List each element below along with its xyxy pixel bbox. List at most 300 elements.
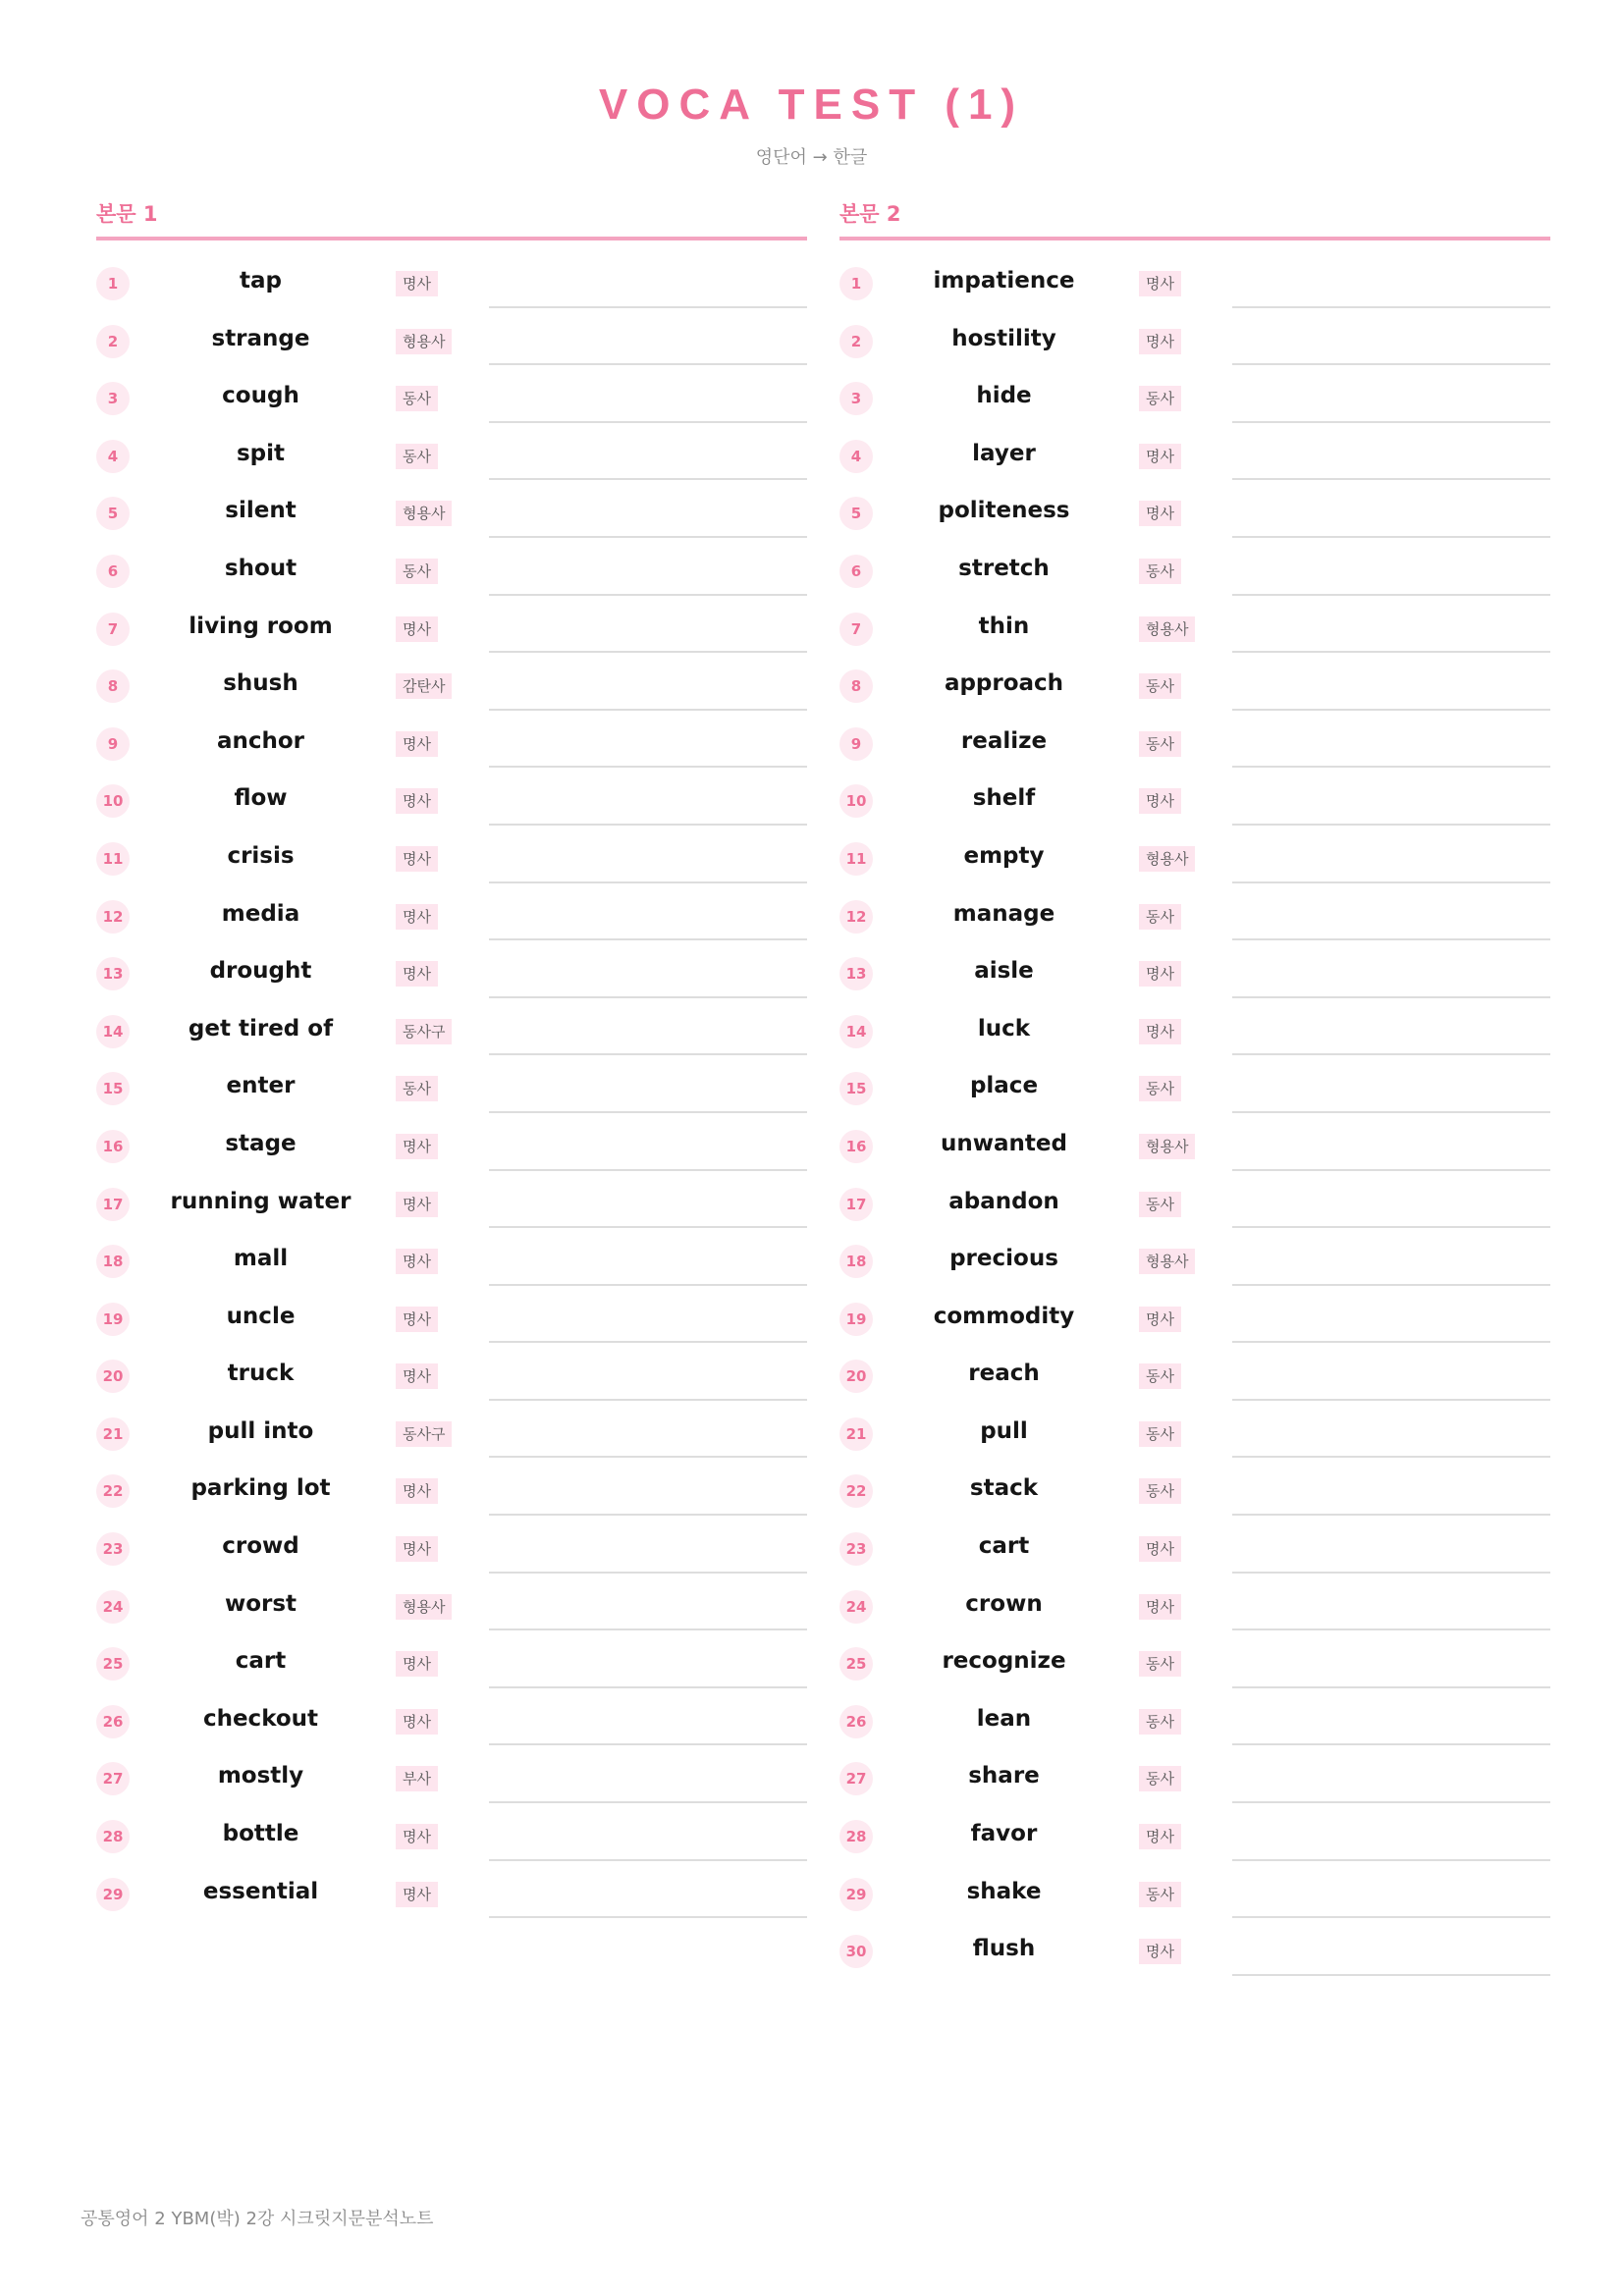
answer-line[interactable] [1232,768,1550,826]
part-of-speech-badge: 동사구 [396,1421,452,1447]
answer-line[interactable] [1232,1861,1550,1919]
vocab-word: crown [965,1590,1043,1617]
vocab-row [839,1918,1550,1976]
item-number: 5 [839,497,873,530]
answer-line[interactable] [489,596,807,654]
part-of-speech-badge: 명사 [1139,1307,1181,1332]
vocab-row [839,1574,1550,1631]
vocab-word: flush [972,1936,1036,1962]
vocab-row [96,480,807,538]
part-of-speech-badge: 명사 [396,1882,438,1907]
part-of-speech-badge: 명사 [1139,1594,1181,1620]
part-of-speech-badge: 명사 [396,788,438,814]
vocab-row [96,1171,807,1229]
item-number: 17 [96,1188,130,1221]
answer-line[interactable] [1232,1401,1550,1459]
part-of-speech-badge: 명사 [396,271,438,296]
vocab-word: mostly [217,1763,304,1789]
item-number: 29 [839,1878,873,1911]
vocab-row [839,1343,1550,1401]
vocab-word: lean [976,1705,1032,1732]
answer-line[interactable] [489,538,807,596]
answer-line[interactable] [1232,1228,1550,1286]
answer-line[interactable] [489,250,807,308]
vocab-row [96,1574,807,1631]
footer-text: 공통영어 2 YBM(박) 2강 시크릿지문분석노트 [81,2209,434,2229]
answer-line[interactable] [489,1055,807,1113]
part-of-speech-badge: 명사 [1139,961,1181,987]
vocab-row [96,653,807,711]
answer-line[interactable] [489,480,807,538]
vocab-word: uncle [226,1303,296,1329]
vocab-row [96,423,807,481]
item-number: 25 [839,1647,873,1681]
vocab-word: tap [240,268,282,294]
vocab-word: empty [963,842,1045,869]
vocab-word: approach [944,670,1064,697]
vocab-row [839,1171,1550,1229]
vocab-row [96,365,807,423]
vocab-row [839,1688,1550,1746]
item-number: 26 [839,1705,873,1738]
part-of-speech-badge: 동사 [1139,904,1181,930]
part-of-speech-badge: 형용사 [1139,1249,1195,1274]
part-of-speech-badge: 명사 [1139,501,1181,526]
part-of-speech-badge: 동사구 [396,1019,452,1044]
item-number: 16 [96,1130,130,1163]
item-number: 29 [96,1878,130,1911]
answer-line[interactable] [1232,1918,1550,1976]
vocab-word: shake [966,1878,1042,1904]
vocab-row [96,1630,807,1688]
item-number: 15 [839,1072,873,1105]
item-number: 10 [96,784,130,818]
vocab-row [96,768,807,826]
part-of-speech-badge: 동사 [1139,1709,1181,1735]
part-of-speech-badge: 명사 [396,846,438,872]
item-number: 3 [839,382,873,415]
vocab-word: manage [952,900,1055,927]
part-of-speech-badge: 동사 [396,1076,438,1101]
vocab-word: realize [960,727,1048,754]
answer-line[interactable] [1232,596,1550,654]
item-number: 22 [96,1474,130,1508]
part-of-speech-badge: 명사 [1139,329,1181,354]
part-of-speech-badge: 동사 [1139,1363,1181,1389]
vocab-word: stack [969,1475,1039,1502]
item-number: 20 [839,1360,873,1393]
item-number: 9 [839,727,873,761]
section-1 [96,199,807,1918]
item-number: 27 [96,1762,130,1795]
item-number: 13 [96,957,130,990]
item-number: 21 [96,1417,130,1451]
item-number: 9 [96,727,130,761]
vocab-word: reach [968,1361,1040,1387]
vocab-word: silent [225,498,297,524]
answer-line[interactable] [489,1688,807,1746]
answer-line[interactable] [489,940,807,998]
vocab-row [839,998,1550,1056]
part-of-speech-badge: 명사 [396,1307,438,1332]
item-number: 11 [96,842,130,876]
part-of-speech-badge: 동사 [1139,1421,1181,1447]
page-subtitle: 영단어 → 한글 [755,147,868,168]
part-of-speech-badge: 명사 [396,1134,438,1159]
answer-line[interactable] [1232,250,1550,308]
part-of-speech-badge: 동사 [1139,1766,1181,1791]
part-of-speech-badge: 명사 [1139,1939,1181,1964]
item-number: 24 [96,1590,130,1624]
part-of-speech-badge: 명사 [396,1192,438,1217]
vocab-word: get tired of [188,1015,334,1041]
item-number: 13 [839,957,873,990]
answer-line[interactable] [1232,711,1550,769]
item-number: 22 [839,1474,873,1508]
word-list [96,250,807,1918]
vocab-row [96,1055,807,1113]
vocab-word: shout [224,555,298,581]
vocab-word: stretch [958,555,1050,581]
answer-line[interactable] [1232,1286,1550,1344]
answer-line[interactable] [489,826,807,883]
answer-line[interactable] [1232,308,1550,366]
part-of-speech-badge: 명사 [396,616,438,642]
vocab-word: layer [972,440,1036,466]
item-number: 11 [839,842,873,876]
vocab-row [96,711,807,769]
vocab-word: thin [978,613,1030,639]
vocab-word: cough [222,383,299,409]
section-header: 본문 2 [839,199,1550,240]
vocab-row [839,653,1550,711]
answer-line[interactable] [489,1113,807,1171]
item-number: 24 [839,1590,873,1624]
vocab-row [96,308,807,366]
vocab-row [96,596,807,654]
vocab-word: politeness [938,498,1070,524]
part-of-speech-badge: 동사 [1139,1478,1181,1504]
part-of-speech-badge: 동사 [1139,731,1181,757]
answer-line[interactable] [1232,365,1550,423]
answer-line[interactable] [489,883,807,941]
part-of-speech-badge: 명사 [1139,788,1181,814]
part-of-speech-badge: 부사 [396,1766,438,1791]
answer-line[interactable] [489,1286,807,1344]
vocab-row [839,1401,1550,1459]
part-of-speech-badge: 감탄사 [396,673,452,699]
vocab-row [839,1516,1550,1574]
vocab-word: precious [949,1246,1058,1272]
item-number: 1 [96,267,130,300]
vocab-row [839,1055,1550,1113]
part-of-speech-badge: 명사 [396,1363,438,1389]
vocab-word: crisis [227,842,295,869]
vocab-row [839,1745,1550,1803]
vocab-word: parking lot [190,1475,331,1502]
vocab-row [96,1745,807,1803]
item-number: 2 [839,325,873,358]
vocab-word: luck [977,1015,1031,1041]
vocab-word: crowd [222,1533,299,1560]
part-of-speech-badge: 명사 [396,1536,438,1562]
part-of-speech-badge: 형용사 [396,501,452,526]
vocab-row [839,1803,1550,1861]
vocab-row [96,250,807,308]
item-number: 6 [96,555,130,588]
vocab-word: pull [980,1417,1028,1444]
item-number: 27 [839,1762,873,1795]
item-number: 19 [96,1303,130,1336]
part-of-speech-badge: 명사 [1139,1019,1181,1044]
item-number: 2 [96,325,130,358]
vocab-word: enter [226,1073,296,1099]
vocab-word: hide [976,383,1032,409]
vocab-word: shelf [972,785,1036,812]
part-of-speech-badge: 명사 [1139,271,1181,296]
vocab-word: abandon [948,1188,1059,1214]
vocab-word: share [968,1763,1040,1789]
answer-line[interactable] [1232,1688,1550,1746]
vocab-row [96,1343,807,1401]
answer-line[interactable] [1232,1630,1550,1688]
item-number: 26 [96,1705,130,1738]
part-of-speech-badge: 동사 [1139,559,1181,584]
part-of-speech-badge: 동사 [1139,673,1181,699]
vocab-word: media [221,900,300,927]
answer-line[interactable] [1232,1516,1550,1574]
item-number: 12 [96,900,130,934]
answer-line[interactable] [489,423,807,481]
vocab-word: running water [170,1188,352,1214]
item-number: 30 [839,1935,873,1968]
answer-line[interactable] [1232,1458,1550,1516]
answer-line[interactable] [1232,1343,1550,1401]
answer-line[interactable] [489,1401,807,1459]
part-of-speech-badge: 동사 [1139,1192,1181,1217]
vocab-word: commodity [933,1303,1075,1329]
item-number: 4 [839,440,873,473]
section-2 [839,199,1550,1976]
vocab-row [839,423,1550,481]
part-of-speech-badge: 명사 [396,961,438,987]
vocab-word: drought [209,958,312,985]
vocab-word: aisle [974,958,1034,985]
vocab-word: shush [223,670,298,697]
part-of-speech-badge: 동사 [396,559,438,584]
answer-line[interactable] [1232,1055,1550,1113]
item-number: 14 [96,1015,130,1048]
item-number: 14 [839,1015,873,1048]
answer-line[interactable] [489,998,807,1056]
vocab-word: spit [236,440,286,466]
part-of-speech-badge: 명사 [396,1824,438,1849]
vocab-word: essential [202,1878,319,1904]
part-of-speech-badge: 동사 [396,386,438,411]
answer-line[interactable] [1232,826,1550,883]
part-of-speech-badge: 동사 [1139,1651,1181,1677]
vocab-row [839,826,1550,883]
item-number: 6 [839,555,873,588]
part-of-speech-badge: 명사 [396,904,438,930]
part-of-speech-badge: 형용사 [1139,846,1195,872]
item-number: 25 [96,1647,130,1681]
part-of-speech-badge: 명사 [1139,444,1181,469]
item-number: 23 [96,1532,130,1566]
part-of-speech-badge: 명사 [396,1651,438,1677]
vocab-row [96,1458,807,1516]
vocab-row [96,1401,807,1459]
vocab-row [839,711,1550,769]
answer-line[interactable] [1232,423,1550,481]
part-of-speech-badge: 형용사 [1139,616,1195,642]
part-of-speech-badge: 명사 [396,1709,438,1735]
vocab-word: stage [225,1130,297,1156]
vocab-word: hostility [951,325,1056,351]
item-number: 17 [839,1188,873,1221]
part-of-speech-badge: 명사 [396,731,438,757]
part-of-speech-badge: 형용사 [396,329,452,354]
item-number: 16 [839,1130,873,1163]
part-of-speech-badge: 동사 [1139,1076,1181,1101]
vocab-row [839,1286,1550,1344]
answer-line[interactable] [1232,538,1550,596]
answer-line[interactable] [489,1861,807,1919]
vocab-row [839,1113,1550,1171]
part-of-speech-badge: 동사 [1139,386,1181,411]
answer-line[interactable] [489,1803,807,1861]
item-number: 18 [839,1245,873,1278]
vocab-word: unwanted [941,1130,1067,1156]
item-number: 28 [839,1820,873,1853]
vocab-row [839,308,1550,366]
vocab-row [96,1516,807,1574]
word-list [839,250,1550,1976]
item-number: 15 [96,1072,130,1105]
vocab-row [96,1861,807,1919]
vocab-word: pull into [207,1417,314,1444]
item-number: 7 [96,613,130,646]
item-number: 8 [839,669,873,703]
answer-line[interactable] [489,1228,807,1286]
section-header: 본문 1 [96,199,807,240]
vocab-row [839,1228,1550,1286]
page-title: VOCA TEST (1) [598,80,1025,129]
answer-line[interactable] [1232,940,1550,998]
item-number: 10 [839,784,873,818]
vocab-word: living room [189,613,333,639]
answer-line[interactable] [489,1516,807,1574]
vocab-word: anchor [216,727,305,754]
vocab-row [96,940,807,998]
item-number: 7 [839,613,873,646]
vocab-word: cart [978,1533,1030,1560]
answer-line[interactable] [489,653,807,711]
answer-line[interactable] [489,1458,807,1516]
answer-line[interactable] [1232,1745,1550,1803]
item-number: 18 [96,1245,130,1278]
answer-line[interactable] [1232,653,1550,711]
vocab-row [96,998,807,1056]
answer-line[interactable] [489,308,807,366]
vocab-word: recognize [942,1648,1066,1675]
answer-line[interactable] [489,365,807,423]
answer-line[interactable] [1232,480,1550,538]
answer-line[interactable] [1232,1113,1550,1171]
answer-line[interactable] [1232,1171,1550,1229]
vocab-row [839,1458,1550,1516]
item-number: 21 [839,1417,873,1451]
item-number: 28 [96,1820,130,1853]
part-of-speech-badge: 명사 [396,1478,438,1504]
vocab-row [839,480,1550,538]
vocab-word: bottle [222,1821,299,1847]
item-number: 3 [96,382,130,415]
vocab-row [839,940,1550,998]
vocab-row [96,1228,807,1286]
vocab-row [839,538,1550,596]
vocab-word: flow [234,785,288,812]
part-of-speech-badge: 명사 [1139,1824,1181,1849]
part-of-speech-badge: 동사 [396,444,438,469]
vocab-row [96,538,807,596]
item-number: 23 [839,1532,873,1566]
vocab-row [839,596,1550,654]
vocab-word: impatience [933,268,1075,294]
vocab-row [96,826,807,883]
vocab-row [839,1630,1550,1688]
vocab-row [96,1286,807,1344]
item-number: 19 [839,1303,873,1336]
part-of-speech-badge: 명사 [1139,1536,1181,1562]
vocab-word: worst [224,1590,298,1617]
item-number: 5 [96,497,130,530]
answer-line[interactable] [489,1343,807,1401]
vocab-word: strange [211,325,310,351]
part-of-speech-badge: 형용사 [1139,1134,1195,1159]
vocab-word: mall [233,1246,289,1272]
answer-line[interactable] [489,711,807,769]
answer-line[interactable] [1232,883,1550,941]
part-of-speech-badge: 명사 [396,1249,438,1274]
part-of-speech-badge: 형용사 [396,1594,452,1620]
answer-line[interactable] [489,1574,807,1631]
item-number: 1 [839,267,873,300]
vocab-word: truck [227,1361,295,1387]
answer-line[interactable] [489,1745,807,1803]
vocab-row [839,883,1550,941]
part-of-speech-badge: 동사 [1139,1882,1181,1907]
item-number: 4 [96,440,130,473]
vocab-row [839,1861,1550,1919]
item-number: 20 [96,1360,130,1393]
vocab-row [839,768,1550,826]
vocab-row [96,1803,807,1861]
answer-line[interactable] [489,1171,807,1229]
answer-line[interactable] [1232,998,1550,1056]
answer-line[interactable] [489,1630,807,1688]
item-number: 8 [96,669,130,703]
vocab-row [839,250,1550,308]
answer-line[interactable] [1232,1803,1550,1861]
vocab-word: cart [235,1648,287,1675]
vocab-row [839,365,1550,423]
answer-line[interactable] [1232,1574,1550,1631]
vocab-word: favor [970,1821,1038,1847]
item-number: 12 [839,900,873,934]
vocab-word: checkout [202,1705,319,1732]
answer-line[interactable] [489,768,807,826]
